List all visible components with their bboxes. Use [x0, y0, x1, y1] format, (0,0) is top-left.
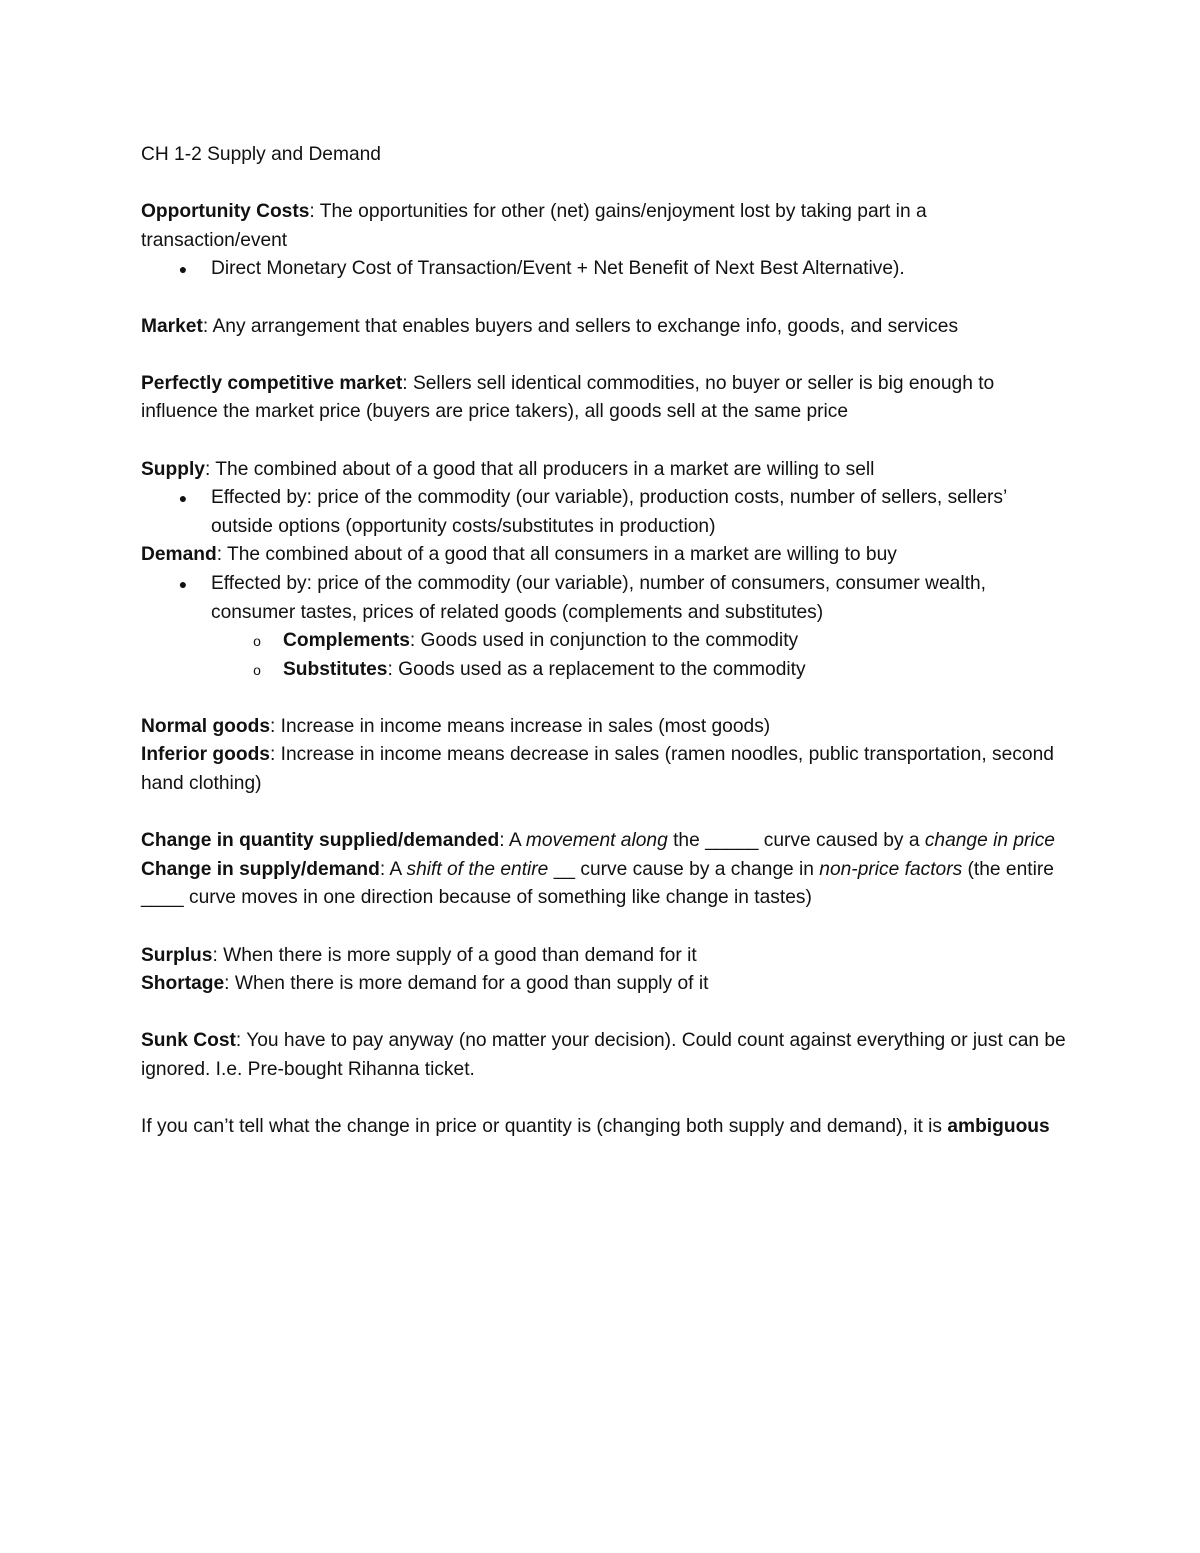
term-separator: : — [224, 973, 230, 995]
definition-text: You have to pay anyway (no matter your decision). Could count against everything or just can be ignored. I.e. Pre-bought Rihanna ticket. — [141, 1030, 1066, 1080]
definition-inferior-goods — [141, 741, 1071, 798]
emphasis-text: shift of the entire — [406, 858, 549, 880]
term-separator: : — [216, 544, 223, 566]
term: Opportunity Costs — [141, 201, 310, 223]
spacer — [141, 427, 1071, 456]
spacer — [141, 999, 1071, 1028]
definition-text: Goods used as a replacement to the commodity — [392, 658, 806, 680]
bullet-list — [141, 484, 1071, 541]
definition-change-in-supply-demand — [141, 856, 1071, 913]
term: Substitutes — [283, 658, 388, 680]
definition-text: Increase in income means increase in sales (most goods) — [275, 715, 771, 737]
definition-surplus — [141, 942, 1071, 971]
definition-demand — [141, 541, 1071, 570]
term: Surplus — [141, 944, 213, 966]
definition-opportunity-costs — [141, 198, 1071, 255]
definition-text: A — [385, 858, 407, 880]
emphasis-text: non-price factors — [819, 858, 963, 880]
spacer — [141, 799, 1071, 828]
emphasis-text: movement along — [525, 830, 668, 852]
term: Demand — [141, 544, 217, 566]
definition-sunk-cost — [141, 1027, 1071, 1084]
definition-text: the _____ curve caused by a — [667, 830, 925, 852]
term: ambiguous — [947, 1116, 1050, 1138]
term-separator: : — [235, 1030, 242, 1052]
list-item-text: Effected by: price of the commodity (our variable), production costs, number of sellers, sellers’ outside options (opportunity costs/substitutes in production) — [211, 487, 1007, 537]
list-item — [178, 255, 1071, 284]
definition-text: Sellers sell identical commodities, no buyer or seller is big enough to influence the market price (buyers are price takers), all goods sell at the same price — [141, 372, 995, 423]
term: Inferior goods — [141, 744, 270, 766]
term-separator: : — [379, 858, 386, 880]
term: Normal goods — [141, 715, 270, 737]
definition-text: The combined about of a good that all consumers in a market are willing to buy — [222, 544, 897, 566]
term-separator: : — [212, 944, 218, 966]
definition-text: A — [504, 830, 526, 852]
term: Sunk Cost — [141, 1030, 236, 1052]
document-body — [141, 141, 1071, 1142]
term-separator: : — [387, 658, 393, 680]
list-item — [178, 484, 1071, 541]
bullet-icon: ● — [178, 575, 188, 592]
term: Change in quantity supplied/demanded — [141, 830, 500, 852]
term: Perfectly competitive market — [141, 372, 403, 394]
spacer — [141, 913, 1071, 942]
definition-text: When there is more demand for a good than supply of it — [229, 973, 709, 995]
definition-text: Any arrangement that enables buyers and sellers to exchange info, goods, and services — [208, 315, 959, 337]
definition-change-in-quantity — [141, 827, 1071, 856]
definition-text: The combined about of a good that all producers in a market are willing to sell — [210, 458, 875, 480]
definition-text: Increase in income means decrease in sales (ramen noodles, public transportation, second hand clothing) — [141, 744, 1054, 795]
term-separator: : — [204, 458, 211, 480]
circle-bullet-icon: o — [253, 633, 261, 650]
bullet-icon: ● — [178, 261, 188, 278]
note-text: If you can’t tell what the change in price or quantity is (changing both supply and demand), it is — [141, 1116, 948, 1138]
bullet-list — [141, 255, 1071, 284]
term-separator: : — [402, 372, 408, 394]
term: Change in supply/demand — [141, 858, 380, 880]
sub-bullet-list — [211, 627, 1071, 684]
definition-text: The opportunities for other (net) gains/enjoyment lost by taking part in a transaction/event — [141, 201, 927, 251]
definition-supply — [141, 456, 1071, 485]
term-separator: : — [309, 201, 315, 223]
definition-text: Goods used in conjunction to the commodity — [415, 630, 799, 652]
term: Shortage — [141, 973, 225, 995]
term-separator: : — [499, 830, 505, 852]
definition-market — [141, 313, 1071, 342]
list-item-text: Effected by: price of the commodity (our variable), number of consumers, consumer wealth, consumer tastes, prices of related goods (complements and substitutes) — [211, 572, 986, 623]
term-separator: : — [270, 715, 276, 737]
spacer — [141, 1085, 1071, 1114]
spacer — [141, 341, 1071, 370]
ambiguous-note — [141, 1113, 1071, 1142]
term-separator: : — [409, 630, 416, 652]
spacer — [141, 284, 1071, 313]
list-item — [178, 570, 1071, 684]
document-title: CH 1-2 Supply and Demand — [141, 144, 381, 165]
definition-shortage — [141, 970, 1071, 999]
term-separator: : — [202, 315, 209, 337]
definition-text: (the entire ____ curve moves in one direction because of something like change in tastes) — [141, 858, 1054, 909]
definition-text: When there is more supply of a good than demand for it — [217, 944, 697, 966]
list-item-text: Direct Monetary Cost of Transaction/Event + Net Benefit of Next Best Alternative). — [211, 258, 905, 280]
term: Supply — [141, 458, 205, 480]
bullet-icon: ● — [178, 490, 188, 507]
circle-bullet-icon: o — [253, 661, 261, 678]
spacer — [141, 170, 1071, 199]
bullet-list — [141, 570, 1071, 684]
definition-text: __ curve cause by a change in — [548, 858, 820, 880]
emphasis-text: change in price — [924, 830, 1055, 852]
term-separator: : — [269, 744, 276, 766]
term: Complements — [283, 630, 410, 652]
term: Market — [141, 315, 203, 337]
spacer — [141, 684, 1071, 713]
definition-perfectly-competitive-market — [141, 370, 1071, 427]
definition-normal-goods — [141, 713, 1071, 742]
sub-list-item — [253, 656, 1071, 685]
sub-list-item — [253, 627, 1071, 656]
